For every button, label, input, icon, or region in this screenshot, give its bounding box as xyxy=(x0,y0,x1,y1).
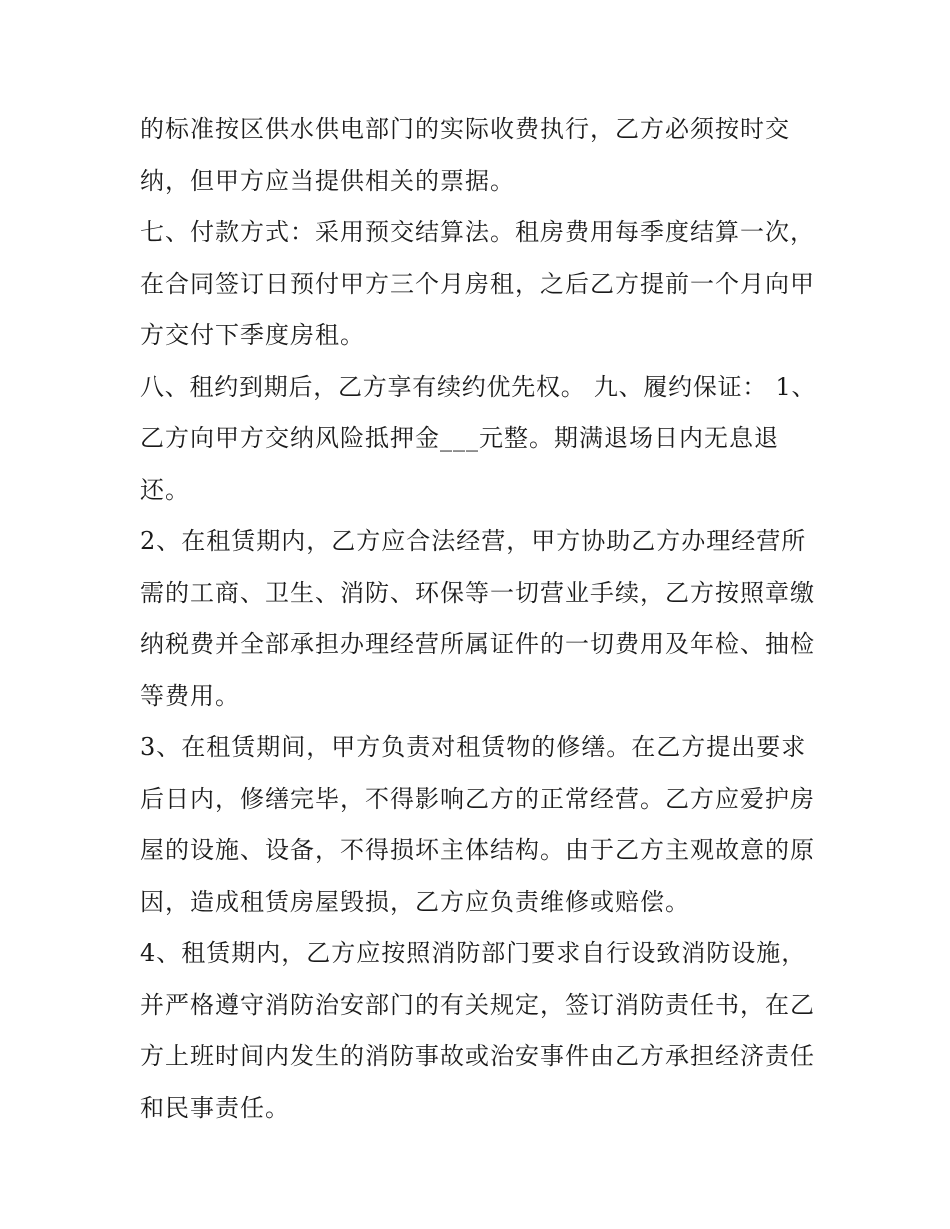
text-line-14: 后日内，修缮完毕，不得影响乙方的正常经营。乙方应爱护房 xyxy=(140,784,815,813)
document-body xyxy=(140,104,820,1134)
text-line-13: 3、在租赁期间，甲方负责对租赁物的修缮。在乙方提出要求 xyxy=(140,733,807,761)
text-line-17: 4、租赁期内，乙方应按照消防部门要求自行设致消防设施， xyxy=(140,939,807,967)
text-line-3: 七、付款方式：采用预交结算法。租房费用每季度结算一次， xyxy=(140,218,815,246)
text-line-8: 还。 xyxy=(140,475,190,504)
text-line-5: 方交付下季度房租。 xyxy=(140,321,365,349)
text-line-12: 等费用。 xyxy=(140,681,240,710)
text-line-6: 八、租约到期后，乙方享有续约优先权。 九、履约保证： 1、 xyxy=(140,372,817,401)
text-line-20: 和民事责任。 xyxy=(140,1093,290,1122)
text-line-1: 的标准按区供水供电部门的实际收费执行，乙方必须按时交 xyxy=(140,115,790,143)
text-line-4: 在合同签订日预付甲方三个月房租，之后乙方提前一个月向甲 xyxy=(140,269,815,298)
text-line-19: 方上班时间内发生的消防事故或治安事件由乙方承担经济责任 xyxy=(140,1042,815,1070)
text-line-16: 因，造成租赁房屋毁损，乙方应负责维修或赔偿。 xyxy=(140,887,690,916)
text-line-2: 纳，但甲方应当提供相关的票据。 xyxy=(140,166,515,195)
text-line-7: 乙方向甲方交纳风险抵押金___元整。期满退场日内无息退 xyxy=(140,424,779,452)
text-line-10: 需的工商、卫生、消防、环保等一切营业手续，乙方按照章缴 xyxy=(140,578,815,607)
text-line-18: 并严格遵守消防治安部门的有关规定，签订消防责任书，在乙 xyxy=(140,990,815,1019)
text-line-9: 2、在租赁期内，乙方应合法经营，甲方协助乙方办理经营所 xyxy=(140,527,807,555)
text-line-11: 纳税费并全部承担办理经营所属证件的一切费用及年检、抽检 xyxy=(140,630,815,658)
text-line-15: 屋的设施、设备，不得损坏主体结构。由于乙方主观故意的原 xyxy=(140,836,815,864)
